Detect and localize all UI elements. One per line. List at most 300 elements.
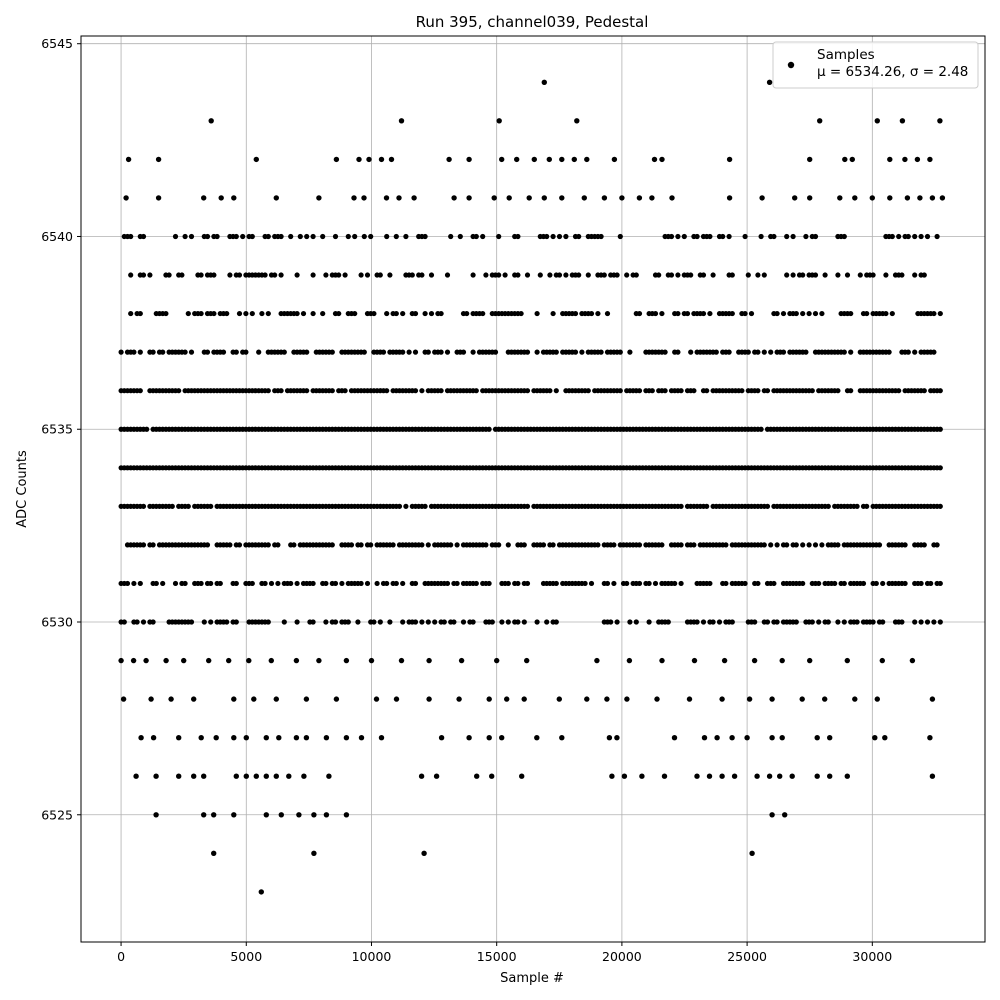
sample-point (224, 619, 229, 624)
sample-point (542, 80, 547, 85)
sample-point (525, 272, 530, 277)
sample-point (144, 427, 149, 432)
sample-point (227, 542, 232, 547)
sample-point (627, 619, 632, 624)
sample-point (691, 542, 696, 547)
sample-point (359, 581, 364, 586)
sample-point (692, 658, 697, 663)
sample-point (399, 658, 404, 663)
sample-point (474, 388, 479, 393)
sample-point (781, 350, 786, 355)
sample-point (935, 542, 940, 547)
sample-point (445, 272, 450, 277)
x-tick-label: 20000 (602, 949, 642, 964)
sample-point (702, 735, 707, 740)
sample-point (419, 619, 424, 624)
sample-point (186, 504, 191, 509)
sample-point (679, 504, 684, 509)
sample-point (466, 735, 471, 740)
sample-point (138, 311, 143, 316)
sample-point (864, 504, 869, 509)
sample-point (743, 311, 748, 316)
sample-point (208, 504, 213, 509)
sample-point (211, 311, 216, 316)
sample-point (394, 696, 399, 701)
sample-point (466, 195, 471, 200)
sample-point (487, 427, 492, 432)
sample-point (320, 311, 325, 316)
sample-point (456, 696, 461, 701)
sample-point (935, 234, 940, 239)
sample-point (489, 774, 494, 779)
sample-point (780, 735, 785, 740)
sample-point (121, 696, 126, 701)
sample-point (141, 504, 146, 509)
sample-point (704, 504, 709, 509)
sample-point (419, 272, 424, 277)
sample-point (371, 311, 376, 316)
sample-point (848, 311, 853, 316)
sample-point (903, 581, 908, 586)
sample-point (234, 234, 239, 239)
sample-point (551, 234, 556, 239)
sample-point (506, 619, 511, 624)
sample-point (922, 542, 927, 547)
sample-point (413, 388, 418, 393)
sample-point (201, 774, 206, 779)
sample-point (887, 350, 892, 355)
sample-point (752, 619, 757, 624)
sample-point (525, 581, 530, 586)
sample-point (189, 234, 194, 239)
sample-point (611, 581, 616, 586)
sample-point (887, 157, 892, 162)
sample-point (369, 658, 374, 663)
sample-point (135, 619, 140, 624)
sample-point (938, 388, 943, 393)
sample-point (835, 272, 840, 277)
sample-point (823, 272, 828, 277)
sample-point (413, 350, 418, 355)
sample-point (514, 157, 519, 162)
sample-point (296, 812, 301, 817)
sample-point (544, 234, 549, 239)
sample-point (426, 619, 431, 624)
sample-point (147, 272, 152, 277)
sample-level-6535 (119, 427, 943, 432)
sample-point (653, 581, 658, 586)
sample-point (707, 581, 712, 586)
sample-point (922, 272, 927, 277)
sample-point (752, 658, 757, 663)
sample-point (311, 272, 316, 277)
sample-point (429, 272, 434, 277)
sample-point (131, 581, 136, 586)
sample-point (755, 388, 760, 393)
sample-point (499, 735, 504, 740)
sample-point (426, 658, 431, 663)
sample-point (765, 388, 770, 393)
sample-point (803, 350, 808, 355)
sample-point (522, 619, 527, 624)
sample-point (163, 658, 168, 663)
sample-point (583, 581, 588, 586)
sample-point (594, 658, 599, 663)
sample-point (201, 195, 206, 200)
sample-point (704, 388, 709, 393)
sample-point (637, 581, 642, 586)
sample-point (707, 311, 712, 316)
sample-point (244, 774, 249, 779)
sample-point (573, 311, 578, 316)
sample-point (355, 619, 360, 624)
sample-point (214, 735, 219, 740)
sample-point (344, 812, 349, 817)
sample-point (852, 195, 857, 200)
sample-point (669, 234, 674, 239)
sample-point (557, 234, 562, 239)
sample-point (403, 504, 408, 509)
sample-point (403, 234, 408, 239)
chart-title: Run 395, channel039, Pedestal (415, 13, 649, 31)
sample-point (554, 619, 559, 624)
sample-point (842, 234, 847, 239)
sample-point (782, 812, 787, 817)
sample-point (791, 234, 796, 239)
sample-point (551, 542, 556, 547)
sample-point (563, 272, 568, 277)
sample-point (205, 350, 210, 355)
sample-point (466, 157, 471, 162)
sample-point (637, 195, 642, 200)
sample-point (266, 388, 271, 393)
sample-point (423, 504, 428, 509)
sample-point (930, 774, 935, 779)
sample-point (701, 311, 706, 316)
sample-point (374, 696, 379, 701)
sample-point (813, 542, 818, 547)
sample-point (151, 619, 156, 624)
sample-point (928, 581, 933, 586)
sample-point (739, 388, 744, 393)
sample-point (701, 272, 706, 277)
sample-point (324, 735, 329, 740)
sample-point (118, 658, 123, 663)
sample-point (226, 658, 231, 663)
sample-point (717, 619, 722, 624)
legend-stats: μ = 6534.26, σ = 2.48 (817, 64, 969, 80)
sample-point (434, 774, 439, 779)
sample-point (156, 195, 161, 200)
sample-point (231, 735, 236, 740)
sample-point (771, 234, 776, 239)
sample-point (919, 234, 924, 239)
sample-point (800, 542, 805, 547)
sample-point (234, 581, 239, 586)
sample-point (877, 542, 882, 547)
sample-point (730, 272, 735, 277)
sample-point (371, 619, 376, 624)
sample-point (931, 619, 936, 624)
sample-point (138, 350, 143, 355)
sample-point (874, 581, 879, 586)
sample-point (167, 272, 172, 277)
sample-point (586, 388, 591, 393)
sample-point (574, 118, 579, 123)
sample-level-6537 (119, 350, 937, 355)
sample-point (426, 696, 431, 701)
sample-point (579, 350, 584, 355)
sample-point (323, 619, 328, 624)
sample-point (771, 581, 776, 586)
sample-point (276, 735, 281, 740)
sample-point (170, 504, 175, 509)
sample-point (243, 350, 248, 355)
sample-point (691, 388, 696, 393)
sample-point (251, 696, 256, 701)
sample-point (768, 350, 773, 355)
x-tick-label: 5000 (230, 949, 263, 964)
sample-point (746, 350, 751, 355)
sample-point (775, 619, 780, 624)
sample-point (381, 350, 386, 355)
sample-point (669, 195, 674, 200)
sample-point (896, 388, 901, 393)
sample-point (695, 234, 700, 239)
sample-point (141, 619, 146, 624)
sample-point (845, 272, 850, 277)
sample-point (694, 774, 699, 779)
sample-point (266, 619, 271, 624)
sample-point (359, 272, 364, 277)
sample-point (153, 774, 158, 779)
sample-point (439, 311, 444, 316)
sample-point (875, 118, 880, 123)
sample-point (163, 311, 168, 316)
sample-point (732, 774, 737, 779)
sample-point (359, 542, 364, 547)
sample-point (777, 774, 782, 779)
sample-point (497, 118, 502, 123)
sample-point (294, 658, 299, 663)
sample-point (900, 118, 905, 123)
sample-point (649, 195, 654, 200)
sample-point (471, 619, 476, 624)
sample-point (743, 234, 748, 239)
sample-point (767, 774, 772, 779)
sample-point (769, 735, 774, 740)
sample-point (304, 735, 309, 740)
sample-point (605, 311, 610, 316)
sample-point (656, 272, 661, 277)
sample-point (279, 272, 284, 277)
sample-point (499, 619, 504, 624)
sample-point (199, 581, 204, 586)
sample-point (559, 735, 564, 740)
sample-point (515, 581, 520, 586)
sample-point (344, 658, 349, 663)
sample-point (366, 157, 371, 162)
sample-point (397, 504, 402, 509)
sample-point (525, 504, 530, 509)
sample-point (542, 195, 547, 200)
sample-point (624, 696, 629, 701)
sample-point (605, 581, 610, 586)
sample-point (461, 619, 466, 624)
sample-point (599, 350, 604, 355)
sample-point (451, 195, 456, 200)
sample-point (912, 619, 917, 624)
sample-point (266, 234, 271, 239)
sample-point (759, 234, 764, 239)
sample-point (378, 619, 383, 624)
sample-point (858, 272, 863, 277)
sample-point (819, 542, 824, 547)
sample-point (351, 195, 356, 200)
sample-point (832, 581, 837, 586)
sample-point (362, 234, 367, 239)
sample-point (535, 619, 540, 624)
sample-point (396, 195, 401, 200)
sample-point (807, 157, 812, 162)
sample-point (659, 542, 664, 547)
sample-point (755, 581, 760, 586)
sample-point (586, 272, 591, 277)
y-tick-label: 6525 (41, 807, 73, 823)
sample-point (304, 388, 309, 393)
sample-point (387, 272, 392, 277)
sample-point (311, 234, 316, 239)
sample-point (816, 619, 821, 624)
sample-point (707, 774, 712, 779)
sample-point (334, 696, 339, 701)
sample-point (800, 696, 805, 701)
sample-point (871, 619, 876, 624)
sample-point (199, 272, 204, 277)
sample-point (269, 658, 274, 663)
sample-point (426, 542, 431, 547)
sample-point (701, 619, 706, 624)
sample-point (343, 388, 348, 393)
sample-point (602, 272, 607, 277)
sample-point (264, 774, 269, 779)
sample-point (930, 696, 935, 701)
sample-point (759, 195, 764, 200)
sample-point (295, 619, 300, 624)
sample-point (413, 619, 418, 624)
sample-point (311, 581, 316, 586)
sample-point (125, 581, 130, 586)
sample-point (471, 350, 476, 355)
sample-point (143, 658, 148, 663)
sample-point (729, 735, 734, 740)
sample-point (784, 234, 789, 239)
sample-point (714, 350, 719, 355)
sample-point (807, 542, 812, 547)
sample-point (922, 388, 927, 393)
sample-point (208, 619, 213, 624)
sample-point (627, 350, 632, 355)
sample-point (627, 658, 632, 663)
sample-point (274, 696, 279, 701)
sample-point (160, 350, 165, 355)
sample-point (506, 542, 511, 547)
sample-point (243, 311, 248, 316)
x-tick-label: 30000 (852, 949, 893, 964)
sample-point (848, 350, 853, 355)
sample-point (399, 118, 404, 123)
sample-point (938, 311, 943, 316)
sample-point (445, 350, 450, 355)
sample-point (333, 581, 338, 586)
sample-point (131, 350, 136, 355)
sample-point (584, 157, 589, 162)
sample-point (227, 272, 232, 277)
sample-point (240, 234, 245, 239)
sample-point (429, 311, 434, 316)
sample-point (487, 696, 492, 701)
sample-point (883, 311, 888, 316)
sample-point (474, 234, 479, 239)
sample-point (826, 504, 831, 509)
sample-point (719, 774, 724, 779)
sample-point (378, 272, 383, 277)
sample-point (817, 118, 822, 123)
sample-point (875, 696, 880, 701)
sample-point (810, 388, 815, 393)
sample-point (723, 542, 728, 547)
sample-point (519, 774, 524, 779)
sample-point (282, 619, 287, 624)
sample-point (356, 157, 361, 162)
sample-point (483, 542, 488, 547)
sample-point (336, 311, 341, 316)
sample-point (250, 311, 255, 316)
sample-point (442, 619, 447, 624)
sample-point (384, 195, 389, 200)
sample-point (800, 311, 805, 316)
sample-point (654, 696, 659, 701)
sample-point (141, 542, 146, 547)
sample-point (618, 388, 623, 393)
sample-point (938, 465, 943, 470)
sample-point (496, 272, 501, 277)
sample-point (311, 619, 316, 624)
sample-point (266, 542, 271, 547)
sample-point (316, 658, 321, 663)
sample-point (515, 272, 520, 277)
sample-point (151, 350, 156, 355)
sample-point (769, 696, 774, 701)
sample-point (903, 542, 908, 547)
sample-point (880, 619, 885, 624)
sample-point (264, 735, 269, 740)
sample-point (679, 388, 684, 393)
sample-point (653, 311, 658, 316)
sample-point (852, 696, 857, 701)
sample-point (455, 581, 460, 586)
sample-point (384, 388, 389, 393)
sample-point (899, 272, 904, 277)
sample-point (506, 581, 511, 586)
sample-point (189, 619, 194, 624)
sample-point (480, 234, 485, 239)
sample-point (333, 619, 338, 624)
sample-point (168, 696, 173, 701)
sample-point (535, 311, 540, 316)
y-axis-label: ADC Counts (15, 450, 30, 528)
sample-point (855, 619, 860, 624)
